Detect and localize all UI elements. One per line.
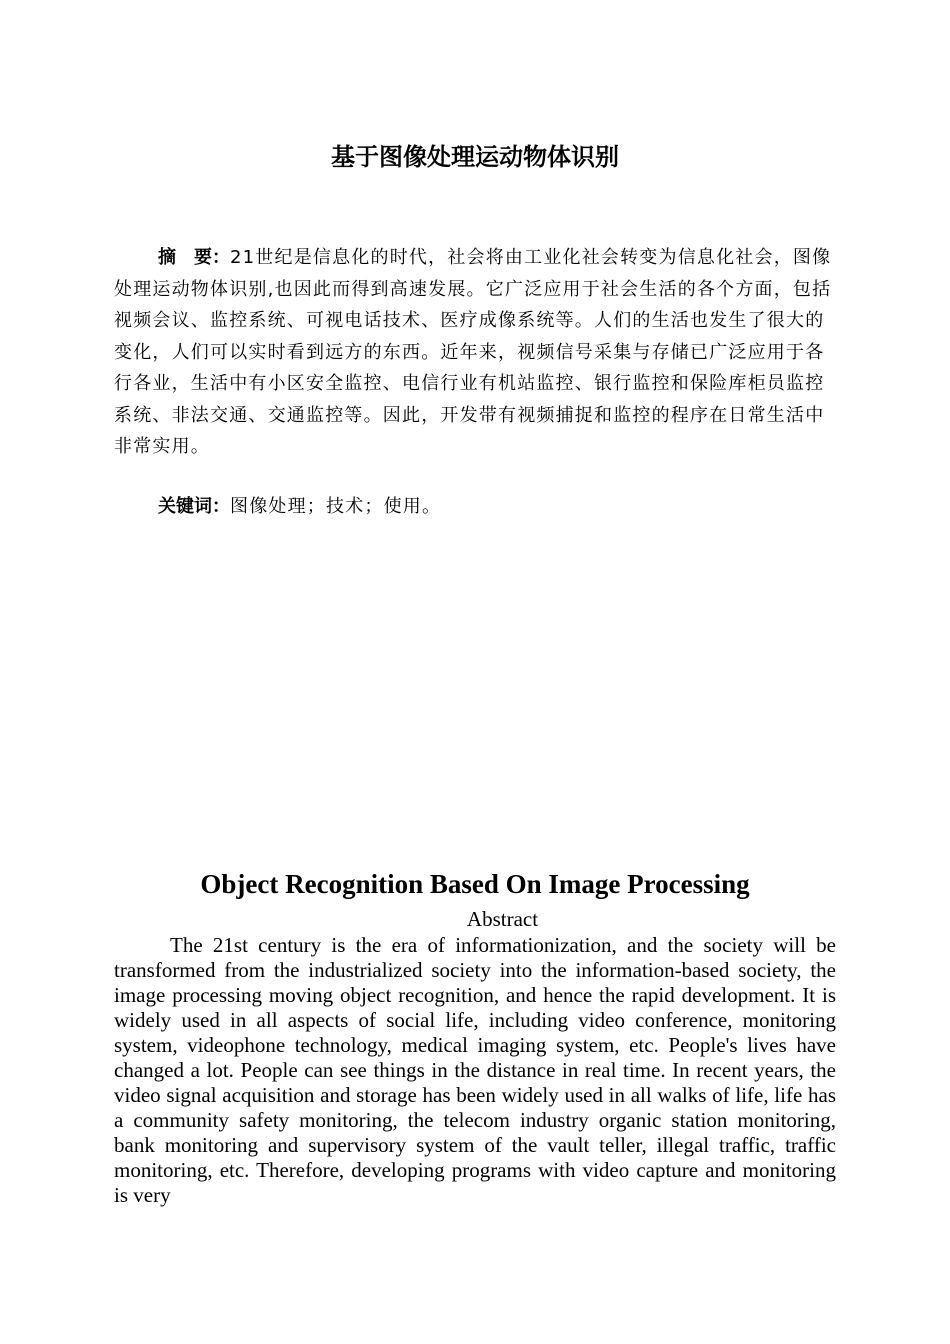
chinese-abstract-text: 21世纪是信息化的时代，社会将由工业化社会转变为信息化社会，图像处理运动物体识别,也因此而得到高速发展。它广泛应用于社会生活的各个方面，包括视频会议、监控系统、可视电话技术、医疗成像系统等。人们的生活也发生了很大的变化，人们可以实时看到远方的东西。近年来，视频信号采集与存储已广泛应用于各行各业，生活中有小区安全监控、电信行业有机站监控、银行监控和保险库柜员监控系统、非法交通、交通监控等。因此，开发带有视频捕捉和监控的程序在日常生活中非常实用。 xyxy=(114,247,832,457)
chinese-keywords-label: 关键词： xyxy=(158,496,230,517)
english-title: Object Recognition Based On Image Processing xyxy=(200,869,750,899)
chinese-abstract-label: 摘 要： xyxy=(158,247,230,268)
chinese-keywords-text: 图像处理；技术；使用。 xyxy=(230,496,442,517)
chinese-keywords xyxy=(114,491,838,523)
chinese-title: 基于图像处理运动物体识别 xyxy=(331,143,619,171)
english-abstract-text: The 21st century is the era of informationization, and the society will be transformed from the industrialized society into the information-based society, the image processing moving object recognition, and hence the rapid development. It is widely used in all aspects of social life, including video conference, monitoring system, videophone technology, medical imaging system, etc. People's lives have changed a lot. People can see things in the distance in real time. In recent years, the video signal acquisition and storage has been widely used in all walks of life, life has a community safety monitoring, the telecom industry organic station monitoring, bank monitoring and supervisory system of the vault teller, illegal traffic, traffic monitoring, etc. Therefore, developing programs with video capture and monitoring is very xyxy=(114,933,836,1207)
english-abstract-heading: Abstract xyxy=(466,907,539,931)
chinese-abstract xyxy=(114,242,838,463)
